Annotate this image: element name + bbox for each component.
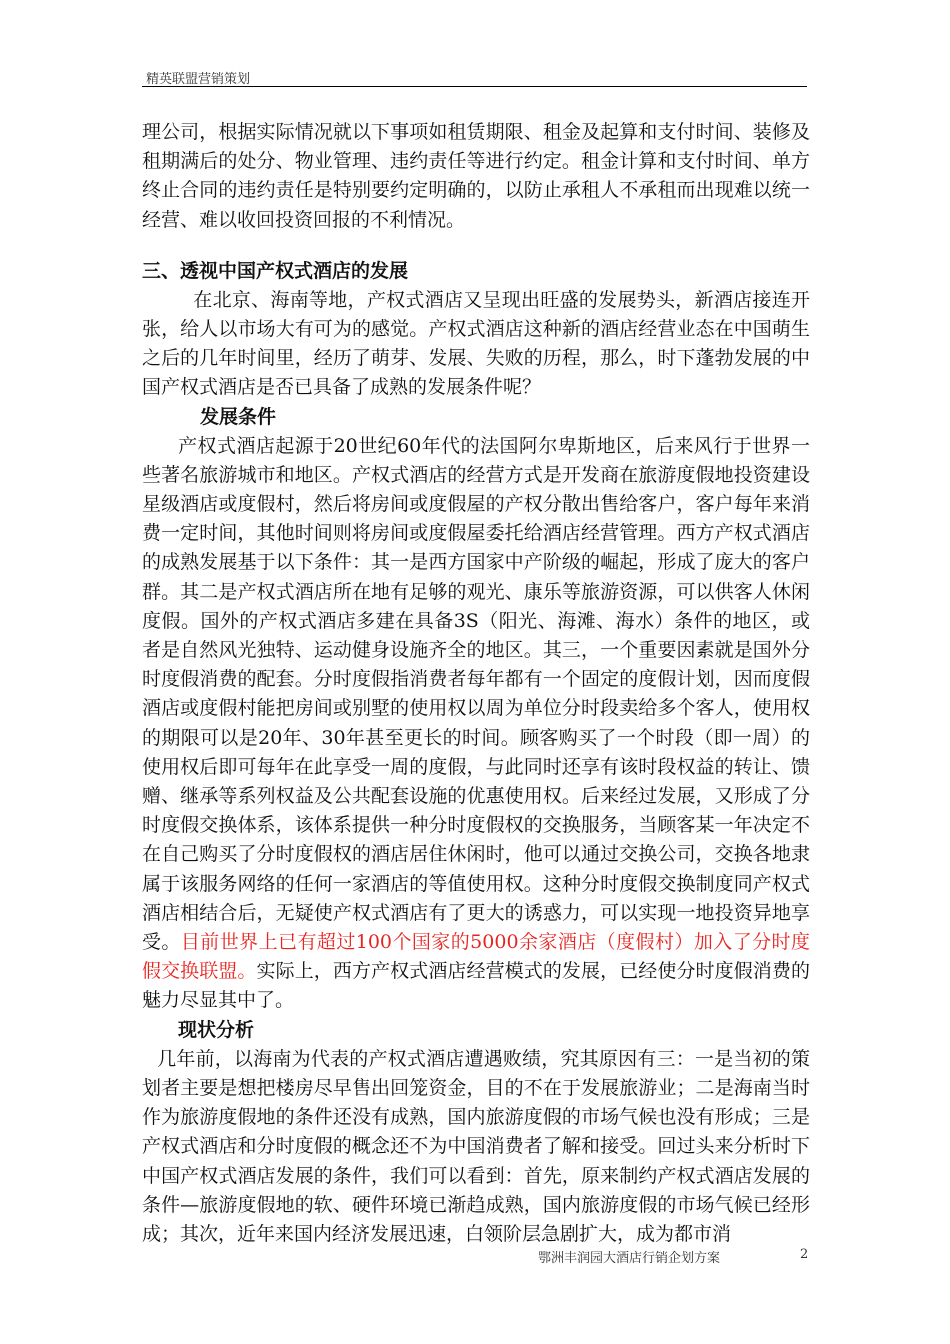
section-paragraph: 在北京、海南等地，产权式酒店又呈现出旺盛的发展势头，新酒店接连开张，给人以市场大有可为的感觉。产权式酒店这种新的酒店经营业态在中国萌生之后的几年时间里，经历了萌芽、发展、失败的历程，那么，时下蓬勃发展的中国产权式酒店是否已具备了成熟的发展条件呢？ <box>142 288 810 399</box>
highlighted-statistic: 目前世界上已有超过100个国家的5000余家酒店（度假村）加入了分时度假交换联盟。 <box>142 931 810 983</box>
page-header-title: 精英联盟营销策划 <box>146 72 251 87</box>
section-heading: 三、透视中国产权式酒店的发展 <box>142 259 409 282</box>
page-number: 2 <box>800 1247 809 1262</box>
intro-paragraph: 理公司，根据实际情况就以下事项如租赁期限、租金及起算和支付时间、装修及租期满后的处分、物业管理、违约责任等进行约定。租金计算和支付时间、单方终止合同的违约责任是特别要约定明确的，以防止承租人不承租而出现难以统一经营、难以收回投资回报的不利情况。 <box>142 121 810 231</box>
conditions-text: 产权式酒店起源于20世纪60年代的法国阿尔卑斯地区，后来风行于世界一些著名旅游城市和地区。产权式酒店的经营方式是开发商在旅游度假地投资建设星级酒店或度假村，然后将房间或度假屋的产权分散出售给客户，客户每年来消费一定时间，其他时间则将房间或度假屋委托给酒店经营管理。西方产权式酒店的成熟发展基于以下条件：其一是西方国家中产阶级的崛起，形成了庞大的客户群。其二是产权式酒店所在地有足够的观光、康乐等旅游资源，可以供客人休闲度假。国外的产权式酒店多建在具备3S（阳光、海滩、海水）条件的地区，或者是自然风光独特、运动健身设施齐全的地区。其三，一个重要因素就是国外分时度假消费的配套。分时度假指消费者每年都有一个固定的度假计划，因而度假酒店或度假村能把房间或别墅的使用权以周为单位分时段卖给多个客人，使用权的期限可以是20年、30年甚至更长的时间。顾客购买了一个时段（即一周）的使用权后即可每年在此享受一周的度假，与此同时还享有该时段权益的转让、馈赠、继承等系列权益及公共配套设施的优惠使用权。后来经过发展，又形成了分时度假交换体系，该体系提供一种分时度假权的交换服务，当顾客某一年决定不在自己购买了分时度假权的酒店居住休闲时，他可以通过交换公司，交换各地隶属于该服务网络的任何一家酒店的等值使用权。这种分时度假交换制度同产权式酒店相结合后，无疑使产权式酒店有了更大的诱惑力，可以实现一地投资异地享受。 <box>142 434 810 954</box>
paragraph-spacer <box>142 235 810 257</box>
page-footer-title: 鄂洲丰润园大酒店行销企划方案 <box>538 1251 721 1266</box>
status-paragraph: 几年前，以海南为代表的产权式酒店遭遇败绩，究其原因有三：一是当初的策划者主要是想把楼房尽早售出回笼资金，目的不在于发展旅游业；二是海南当时作为旅游度假地的条件还没有成熟，国内旅游度假的市场气候也没有形成；三是产权式酒店和分时度假的概念还不为中国消费者了解和接受。回过头来分析时下中国产权式酒店发展的条件，我们可以看到：首先，原来制约产权式酒店发展的条件—旅游度假地的软、硬件环境已渐趋成熟，国内旅游度假的市场气候已经形成；其次，近年来国内经济发展迅速，白领阶层急剧扩大，成为都市消 <box>142 1047 810 1245</box>
subheading-conditions: 发展条件 <box>200 405 277 428</box>
header-divider <box>142 86 807 87</box>
subheading-status: 现状分析 <box>178 1018 255 1041</box>
document-body <box>142 118 810 1249</box>
conditions-paragraph <box>142 432 810 1016</box>
conditions-tail-text: 实际上，西方产权式酒店经营模式的发展，已经使分时度假消费的魅力尽显其中了。 <box>142 960 810 1012</box>
